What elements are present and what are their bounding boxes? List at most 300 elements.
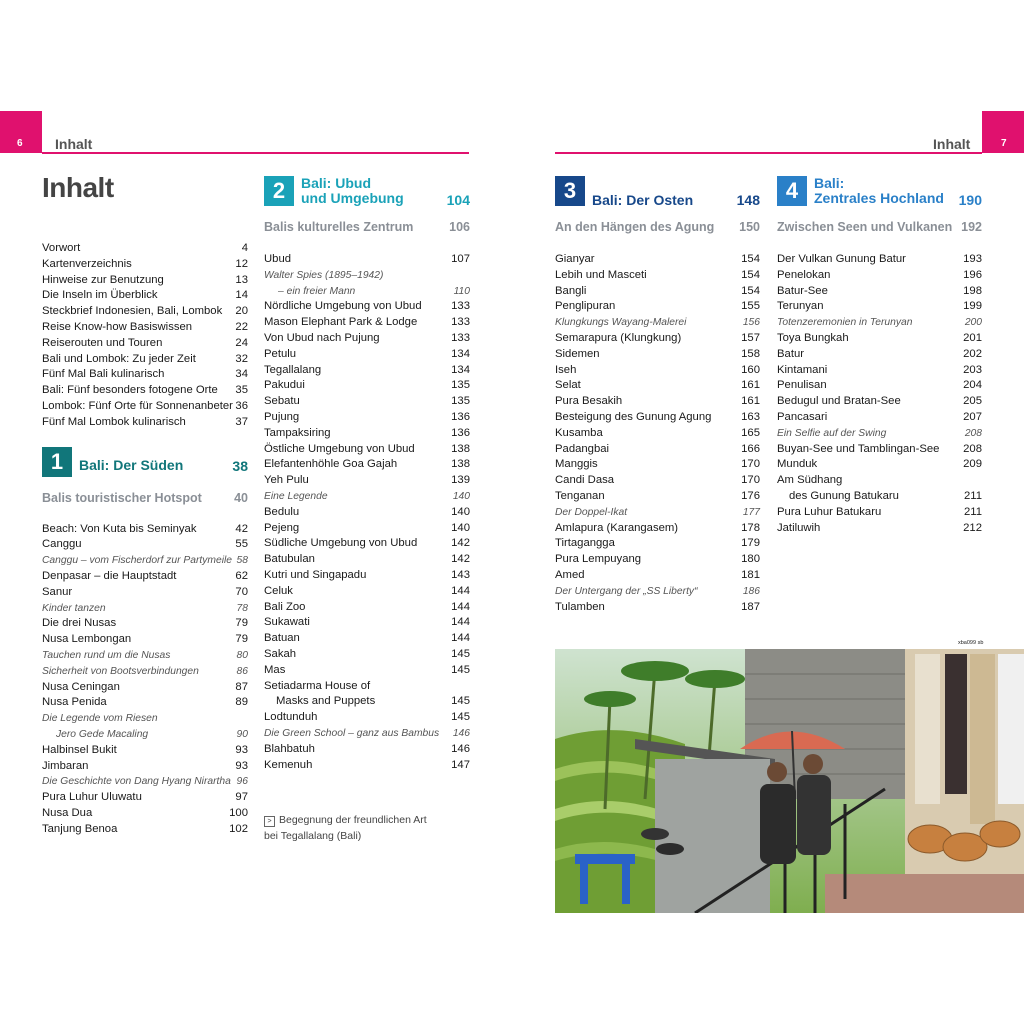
toc-entry-page: 181	[741, 568, 760, 581]
chapter-1-heading	[42, 447, 248, 485]
toc-entry	[555, 568, 760, 584]
toc-entry-title: Kintamani	[777, 363, 828, 376]
toc-entry	[264, 710, 470, 726]
photo-caption-line-1: Begegnung der freundlichen Art	[279, 814, 427, 826]
chapter-1-subtitle	[42, 491, 248, 509]
toc-entry	[42, 790, 248, 806]
toc-entry-page: 93	[235, 743, 248, 756]
chapter-4-title-line-1: Bali:	[814, 175, 845, 191]
toc-entry-page: 4	[241, 242, 248, 254]
toc-entry-page: 62	[235, 569, 248, 582]
toc-entry	[42, 257, 248, 273]
toc-entry-page: 96	[236, 776, 248, 788]
chapter-4-subtitle-page: 192	[961, 220, 982, 234]
toc-entry-page: 86	[236, 665, 248, 677]
toc-entry-page: 20	[235, 305, 248, 318]
toc-entry-page: 161	[741, 379, 760, 392]
toc-entry	[777, 489, 982, 505]
toc-entry-title: Pura Luhur Batukaru	[777, 505, 882, 518]
toc-entry-page: 36	[235, 399, 248, 412]
toc-entry-title: Gianyar	[555, 253, 595, 265]
toc-entry-page: 211	[963, 489, 982, 502]
chapter-3-title: Bali: Der Osten	[592, 192, 694, 208]
chapter-3-subtitle-page: 150	[739, 220, 760, 234]
toc-entry	[264, 489, 470, 505]
toc-entry-page: 90	[236, 728, 248, 740]
toc-entry-page: 202	[963, 347, 982, 360]
toc-entry-title: Mas	[264, 663, 286, 676]
right-running-header: Inhalt	[933, 136, 971, 152]
right-page-number: 7	[1001, 138, 1007, 149]
chapter-4-subtitle	[777, 220, 982, 238]
toc-column-2	[264, 176, 470, 773]
toc-entry	[555, 378, 760, 394]
toc-entry-title: Walter Spies (1895–1942)	[264, 269, 384, 281]
toc-entry	[777, 268, 982, 284]
toc-entry-title: Petulu	[264, 347, 297, 360]
toc-entry-title: Sebatu	[264, 395, 300, 408]
toc-entry	[264, 268, 470, 284]
toc-entry-page: 178	[741, 521, 760, 534]
toc-entry-title: Tegallalang	[264, 363, 322, 376]
toc-entry-page: 32	[235, 352, 248, 365]
toc-entry-title: Sakah	[264, 647, 297, 660]
toc-entry-title: Kusamba	[555, 426, 603, 439]
toc-entry-page: 154	[741, 284, 760, 297]
toc-entry	[555, 252, 760, 268]
toc-entry-title: Sicherheit von Bootsverbindungen	[42, 665, 199, 677]
chapter-4-entries	[777, 252, 982, 536]
toc-entry-title: Tanjung Benoa	[42, 822, 118, 835]
toc-entry-page: 212	[963, 521, 982, 534]
toc-entry	[42, 806, 248, 822]
toc-entry	[42, 304, 248, 320]
toc-entry	[42, 273, 248, 289]
toc-entry	[555, 315, 760, 331]
chapter-1-subtitle-page: 40	[234, 490, 248, 505]
toc-entry	[555, 347, 760, 363]
toc-column-4	[777, 176, 982, 536]
photo-credit: xba099 sb	[958, 640, 984, 646]
toc-entry-page: 205	[963, 395, 982, 408]
toc-entry-page: 176	[741, 489, 760, 502]
toc-entry-title: Kinder tanzen	[42, 602, 106, 614]
toc-entry-page: 170	[741, 474, 760, 487]
toc-entry	[42, 288, 248, 304]
toc-entry	[777, 473, 982, 489]
toc-entry	[264, 615, 470, 631]
toc-entry	[42, 399, 248, 415]
chapter-1-page: 38	[232, 457, 248, 474]
chapter-4-number: 4	[777, 176, 807, 206]
chapter-4-title-line-2: Zentrales Hochland	[814, 190, 944, 206]
toc-entry-title: Pejeng	[264, 521, 300, 534]
toc-entry-title: Bangli	[555, 284, 587, 297]
toc-entry-page: 154	[741, 253, 760, 265]
toc-entry	[264, 742, 470, 758]
chapter-3-number: 3	[555, 176, 585, 206]
toc-entry-title: Am Südhang	[777, 474, 843, 487]
toc-entry-page: 157	[741, 331, 760, 344]
toc-entry-title: Jero Gede Macaling	[56, 728, 149, 740]
toc-entry-page: 34	[235, 368, 248, 381]
chapter-1-entries	[42, 522, 248, 838]
toc-entry	[264, 694, 470, 710]
toc-entry-title: Fünf Mal Bali kulinarisch	[42, 368, 165, 381]
toc-entry	[777, 347, 982, 363]
toc-entry-title: Die Inseln im Überblick	[42, 289, 158, 302]
toc-entry-title: Nusa Dua	[42, 806, 93, 819]
toc-entry	[555, 331, 760, 347]
toc-entry	[777, 315, 982, 331]
toc-entry-page: 207	[963, 410, 982, 423]
toc-entry-page: 145	[451, 695, 470, 708]
toc-entry	[777, 331, 982, 347]
photo-illustration	[555, 649, 1024, 913]
toc-entry-title: Batuan	[264, 632, 300, 645]
toc-entry	[555, 363, 760, 379]
toc-entry-page: 134	[451, 363, 470, 376]
toc-entry-title: Steckbrief Indonesien, Bali, Lombok	[42, 305, 223, 318]
toc-entry	[777, 299, 982, 315]
toc-entry-title: Sanur	[42, 585, 73, 598]
toc-entry-title: Reiserouten und Touren	[42, 336, 163, 349]
toc-entry-title: Pujung	[264, 410, 300, 423]
toc-entry-title: Setiadarma House of	[264, 679, 371, 692]
toc-entry-page: 135	[451, 395, 470, 408]
right-page-number-badge	[982, 111, 1024, 153]
chapter-3-subtitle-text: An den Hängen des Agung	[555, 220, 715, 234]
toc-entry	[42, 383, 248, 399]
toc-entry-page: 97	[235, 791, 248, 804]
toc-entry-page: 208	[963, 442, 982, 455]
chapter-1-number: 1	[42, 447, 72, 477]
toc-entry	[555, 521, 760, 537]
toc-entry-page: 163	[741, 410, 760, 423]
toc-entry-title: Die drei Nusas	[42, 617, 117, 630]
toc-entry-title: Reise Know-how Basiswissen	[42, 320, 193, 333]
toc-entry	[555, 552, 760, 568]
toc-entry	[777, 505, 982, 521]
toc-entry-page: 133	[451, 300, 470, 313]
toc-entry	[264, 647, 470, 663]
toc-entry-page: 145	[451, 647, 470, 660]
toc-entry-page: 100	[229, 806, 248, 819]
toc-entry	[264, 758, 470, 774]
toc-entry-title: Tenganan	[555, 489, 605, 502]
toc-entry-title: Kartenverzeichnis	[42, 257, 132, 270]
toc-entry-page: 140	[452, 490, 470, 502]
toc-entry-title: Der Vulkan Gunung Batur	[777, 253, 906, 265]
toc-entry	[264, 410, 470, 426]
chapter-2-number: 2	[264, 176, 294, 206]
toc-entry-title: Hinweise zur Benutzung	[42, 273, 164, 286]
toc-entry-page: 13	[235, 273, 248, 286]
toc-entry-title: Kutri und Singapadu	[264, 568, 367, 581]
toc-entry-title: Sukawati	[264, 616, 310, 629]
toc-entry-page: 107	[451, 253, 470, 265]
toc-entry-page: 138	[451, 442, 470, 455]
toc-entry-page: 55	[235, 538, 248, 551]
toc-entry	[555, 536, 760, 552]
toc-entry-page: 187	[741, 600, 760, 613]
toc-entry-page: 14	[235, 289, 248, 302]
toc-entry-page: 160	[741, 363, 760, 376]
toc-entry-title: Jatiluwih	[777, 521, 821, 534]
toc-column-3	[555, 176, 760, 615]
toc-entry	[264, 299, 470, 315]
toc-entry-page: 144	[451, 632, 470, 645]
toc-entry-page: 146	[452, 727, 470, 739]
toc-entry-page: 146	[451, 742, 470, 755]
toc-entry-title: Bali und Lombok: Zu jeder Zeit	[42, 352, 196, 365]
chapter-3-heading	[555, 176, 760, 214]
toc-entry-title: Celuk	[264, 584, 293, 597]
toc-entry-page: 78	[236, 602, 248, 614]
chapter-2-subtitle-text: Balis kulturelles Zentrum	[264, 220, 414, 234]
toc-entry-title: Pura Besakih	[555, 395, 623, 408]
toc-entry-page: 135	[451, 379, 470, 392]
toc-entry	[42, 553, 248, 569]
toc-entry-page: 138	[451, 458, 470, 471]
chapter-2-title	[301, 176, 447, 206]
toc-entry-title: Sidemen	[555, 347, 600, 360]
toc-entry-title: Candi Dasa	[555, 474, 615, 487]
toc-entry-title: Bedugul und Bratan-See	[777, 395, 901, 408]
toc-entry-title: Östliche Umgebung von Ubud	[264, 442, 415, 455]
toc-entry-title: Amed	[555, 568, 585, 581]
toc-entry-title: Von Ubud nach Pujung	[264, 331, 380, 344]
bali-photo	[555, 649, 1024, 913]
toc-entry-title: Blahbatuh	[264, 742, 315, 755]
toc-entry	[42, 727, 248, 743]
toc-entry-page: 79	[235, 633, 248, 646]
toc-entry-title: Tampaksiring	[264, 426, 331, 439]
toc-entry	[42, 711, 248, 727]
toc-entry-title: Nusa Lembongan	[42, 633, 132, 646]
toc-entry-title: Tirtagangga	[555, 537, 615, 550]
toc-entry-title: Denpasar – die Hauptstadt	[42, 569, 177, 582]
toc-entry-title: Ein Selfie auf der Swing	[777, 427, 887, 439]
left-page-number-badge	[0, 111, 42, 153]
toc-entry-title: Fünf Mal Lombok kulinarisch	[42, 415, 186, 428]
toc-entry-title: Masks and Puppets	[276, 695, 376, 708]
toc-entry-page: 193	[963, 253, 982, 265]
toc-entry	[555, 489, 760, 505]
toc-entry	[264, 284, 470, 300]
toc-entry	[42, 601, 248, 617]
toc-entry	[555, 268, 760, 284]
toc-entry	[555, 457, 760, 473]
toc-entry-title: Bedulu	[264, 505, 300, 518]
toc-entry	[777, 426, 982, 442]
front-matter-list	[42, 241, 248, 431]
toc-entry-title: Der Untergang der „SS Liberty“	[555, 585, 698, 597]
toc-entry	[264, 363, 470, 379]
toc-entry	[555, 284, 760, 300]
toc-entry-page: 156	[742, 317, 760, 329]
toc-entry-page: 102	[229, 822, 248, 835]
toc-entry-page: 154	[741, 268, 760, 281]
toc-entry	[42, 241, 248, 257]
toc-entry-page: 140	[451, 505, 470, 518]
toc-entry	[555, 299, 760, 315]
toc-entry-title: Batur-See	[777, 284, 828, 297]
toc-entry	[264, 252, 470, 268]
toc-entry-title: Munduk	[777, 458, 818, 471]
toc-entry-title: Besteigung des Gunung Agung	[555, 410, 712, 423]
toc-entry	[777, 457, 982, 473]
toc-entry-page: 42	[235, 522, 248, 535]
page-ref-icon: >	[264, 816, 275, 827]
toc-entry	[264, 457, 470, 473]
chapter-4-heading	[777, 176, 982, 214]
toc-entry-page: 166	[741, 442, 760, 455]
toc-entry-title: Yeh Pulu	[264, 474, 309, 487]
toc-entry-page: 110	[453, 285, 470, 297]
toc-entry-title: Mason Elephant Park & Lodge	[264, 316, 418, 329]
toc-entry	[42, 648, 248, 664]
toc-entry	[264, 584, 470, 600]
toc-entry	[555, 442, 760, 458]
toc-entry-title: Der Doppel-Ikat	[555, 506, 628, 518]
toc-entry-page: 180	[741, 553, 760, 566]
toc-entry	[42, 585, 248, 601]
toc-entry	[42, 680, 248, 696]
left-page-number: 6	[17, 138, 23, 149]
toc-entry-title: Tulamben	[555, 600, 605, 613]
toc-entry-page: 211	[963, 505, 982, 518]
toc-entry-title: Vorwort	[42, 242, 81, 254]
toc-entry	[42, 774, 248, 790]
right-header-rule	[555, 152, 982, 154]
toc-entry-title: Lodtunduh	[264, 711, 318, 724]
toc-entry-title: Bali Zoo	[264, 600, 306, 613]
toc-entry-page: 196	[963, 268, 982, 281]
chapter-2-page: 104	[446, 192, 470, 208]
toc-entry-page: 186	[742, 585, 760, 597]
toc-entry-page: 139	[451, 474, 470, 487]
toc-entry-title: des Gunung Batukaru	[789, 489, 899, 502]
toc-entry-title: Manggis	[555, 458, 598, 471]
toc-entry-title: Pura Lempuyang	[555, 553, 642, 566]
toc-entry	[42, 320, 248, 336]
toc-entry-page: 208	[964, 427, 982, 439]
toc-entry	[42, 664, 248, 680]
toc-entry-page: 133	[451, 331, 470, 344]
toc-entry-page: 147	[451, 758, 470, 771]
toc-entry-page: 133	[451, 316, 470, 329]
toc-entry	[264, 315, 470, 331]
toc-entry-title: – ein freier Mann	[278, 285, 356, 297]
toc-entry	[264, 521, 470, 537]
toc-entry-page: 134	[451, 347, 470, 360]
toc-entry-page: 155	[741, 300, 760, 313]
toc-entry-page: 140	[451, 521, 470, 534]
toc-entry-title: Penelokan	[777, 268, 831, 281]
toc-entry	[555, 584, 760, 600]
chapter-1-title: Bali: Der Süden	[79, 457, 184, 474]
toc-entry-page: 87	[235, 680, 248, 693]
toc-entry	[555, 410, 760, 426]
toc-entry-title: Canggu	[42, 538, 82, 551]
toc-entry-title: Canggu – vom Fischerdorf zur Partymeile	[42, 555, 232, 567]
toc-entry-page: 161	[741, 395, 760, 408]
toc-entry	[777, 284, 982, 300]
toc-entry-page: 136	[451, 426, 470, 439]
toc-entry-title: Tauchen rund um die Nusas	[42, 649, 171, 661]
toc-entry-title: Selat	[555, 379, 581, 392]
toc-entry-title: Penglipuran	[555, 300, 616, 313]
toc-entry-title: Halbinsel Bukit	[42, 743, 117, 756]
toc-entry	[42, 616, 248, 632]
toc-entry-page: 144	[451, 616, 470, 629]
toc-entry	[555, 505, 760, 521]
left-running-header: Inhalt	[55, 136, 93, 152]
toc-entry-title: Ubud	[264, 253, 292, 265]
toc-entry-page: 143	[451, 568, 470, 581]
toc-entry-title: Beach: Von Kuta bis Seminyak	[42, 522, 197, 535]
toc-entry-title: Eine Legende	[264, 490, 328, 502]
toc-entry-page: 144	[451, 600, 470, 613]
toc-entry-page: 24	[235, 336, 248, 349]
toc-entry-page: 70	[235, 585, 248, 598]
toc-entry-page: 142	[451, 537, 470, 550]
toc-entry	[555, 600, 760, 616]
toc-entry	[264, 505, 470, 521]
toc-entry	[264, 600, 470, 616]
toc-entry-page: 144	[451, 584, 470, 597]
toc-entry-page: 136	[451, 410, 470, 423]
toc-entry-title: Iseh	[555, 363, 577, 376]
toc-entry-title: Nördliche Umgebung von Ubud	[264, 300, 422, 313]
toc-entry-page: 37	[235, 415, 248, 428]
toc-entry-title: Nusa Penida	[42, 696, 107, 709]
page-title: Inhalt	[42, 172, 114, 203]
toc-entry-title: Kemenuh	[264, 758, 313, 771]
chapter-2-subtitle	[264, 220, 470, 238]
toc-entry	[42, 367, 248, 383]
toc-entry-title: Südliche Umgebung von Ubud	[264, 537, 418, 550]
toc-entry-page: 89	[235, 696, 248, 709]
toc-entry-title: Batur	[777, 347, 805, 360]
toc-entry-page: 145	[451, 663, 470, 676]
chapter-2-heading	[264, 176, 470, 214]
toc-entry	[777, 442, 982, 458]
toc-entry-page: 177	[742, 506, 760, 518]
toc-entry-page: 58	[236, 555, 248, 567]
toc-entry-title: Batubulan	[264, 553, 315, 566]
toc-entry	[42, 569, 248, 585]
toc-entry-title: Lombok: Fünf Orte für Sonnenanbeter	[42, 399, 233, 412]
toc-entry	[42, 415, 248, 431]
toc-entry-page: 35	[235, 384, 248, 397]
toc-entry	[777, 252, 982, 268]
toc-entry	[264, 536, 470, 552]
toc-entry-page: 93	[235, 759, 248, 772]
toc-entry-title: Buyan-See und Tamblingan-See	[777, 442, 940, 455]
toc-entry-title: Die Green School – ganz aus Bambus	[264, 727, 440, 739]
toc-entry	[42, 632, 248, 648]
toc-entry	[42, 695, 248, 711]
toc-entry	[264, 663, 470, 679]
toc-entry	[777, 410, 982, 426]
chapter-4-title	[814, 176, 959, 206]
toc-entry	[777, 378, 982, 394]
chapter-2-title-line-1: Bali: Ubud	[301, 175, 371, 191]
toc-entry-title: Terunyan	[777, 300, 824, 313]
toc-entry	[42, 759, 248, 775]
